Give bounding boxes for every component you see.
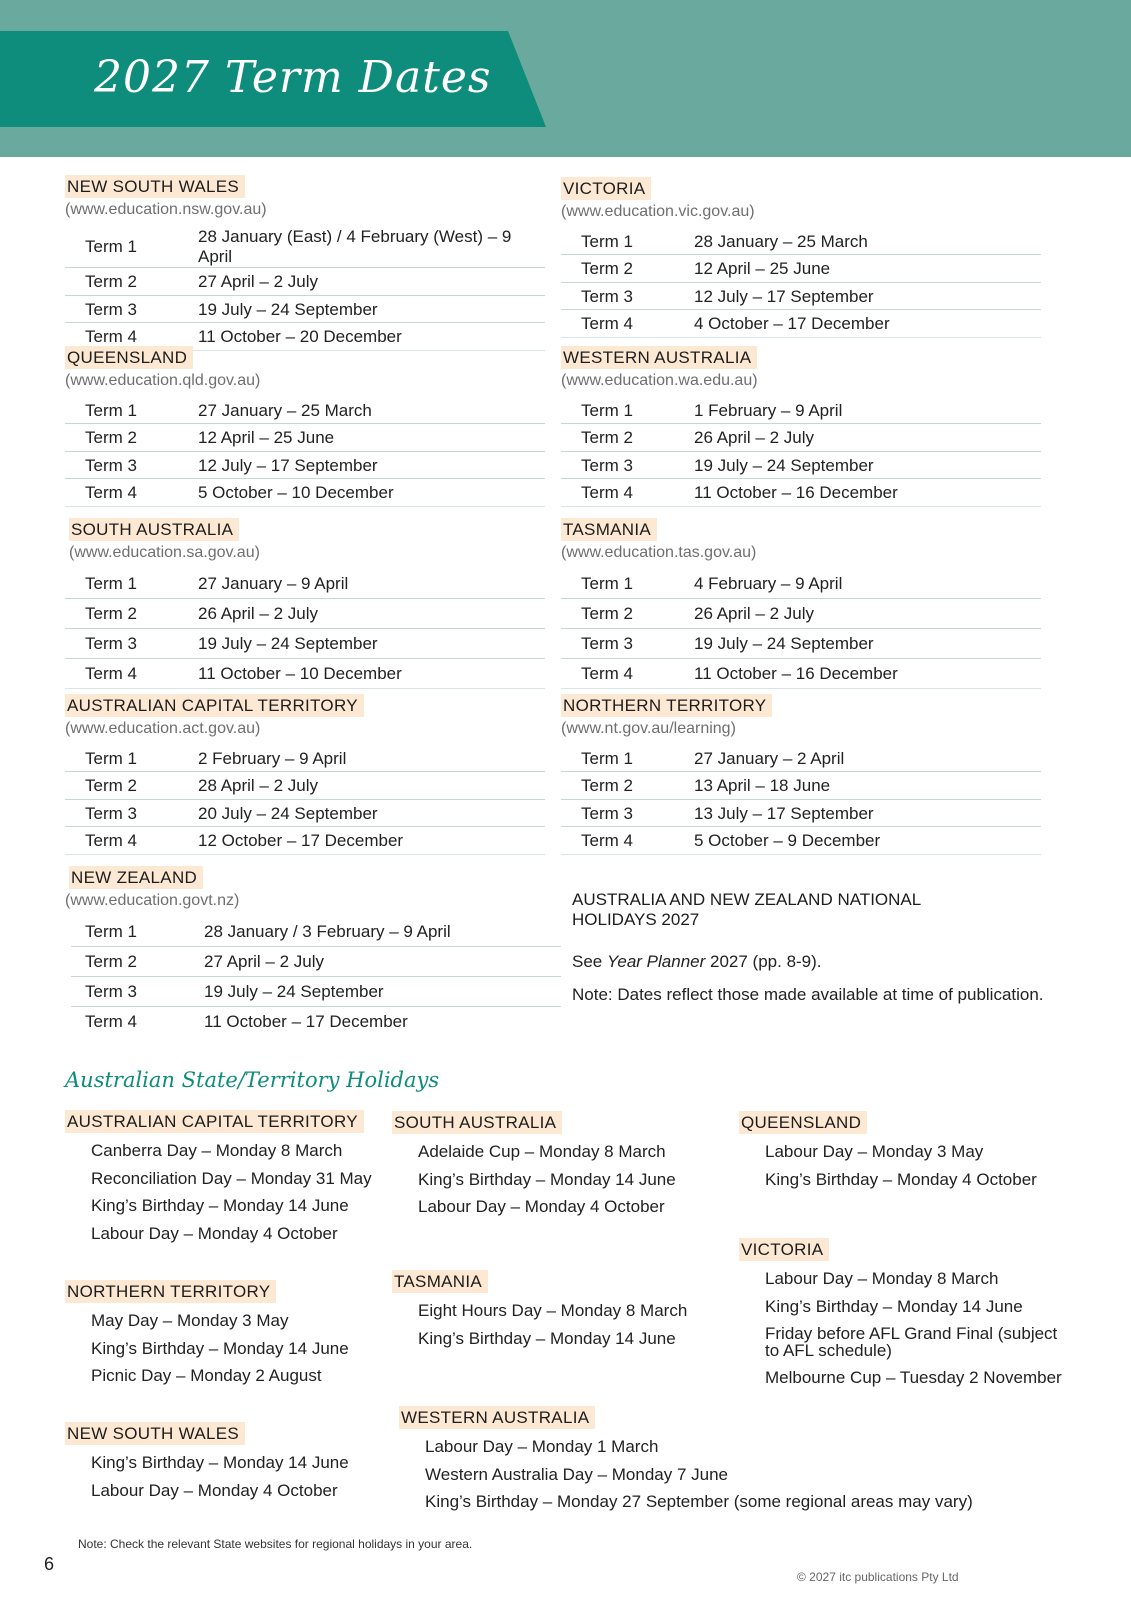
term-dates: 5 October – 9 December — [694, 827, 1041, 855]
term-dates: 28 January (East) / 4 February (West) – 9 April — [198, 225, 545, 268]
term-label: Term 4 — [561, 479, 694, 507]
term-dates: 1 February – 9 April — [694, 396, 1041, 424]
term-label: Term 4 — [85, 1012, 137, 1032]
holiday-block-nsw — [65, 1422, 349, 1504]
term-label: Term 4 — [65, 479, 198, 507]
table-row — [561, 628, 1041, 658]
list-item: King’s Birthday – Monday 14 June — [418, 1169, 676, 1189]
term-label: Term 4 — [65, 323, 198, 351]
term-label: Term 2 — [65, 424, 198, 452]
table-row — [561, 255, 1041, 283]
state-name: NEW ZEALAND — [69, 866, 203, 889]
copyright: © 2027 itc publications Pty Ltd — [797, 1570, 959, 1584]
list-item: Reconciliation Day – Monday 31 May — [91, 1168, 372, 1188]
state-url: (www.education.qld.gov.au) — [65, 372, 261, 389]
table-row — [561, 658, 1041, 688]
table-row — [65, 451, 545, 479]
table-row — [561, 772, 1041, 800]
term-dates: 11 October – 20 December — [198, 323, 545, 351]
term-dates: 19 July – 24 September — [198, 295, 545, 323]
term-dates: 4 February – 9 April — [694, 568, 1041, 598]
state-block-nz — [65, 866, 549, 1036]
term-dates: 12 April – 25 June — [694, 255, 1041, 283]
holiday-state-name: NEW SOUTH WALES — [65, 1422, 245, 1445]
term-dates: 2 February – 9 April — [198, 744, 545, 772]
state-url: (www.nt.gov.au/learning) — [561, 720, 736, 737]
state-url: (www.education.vic.gov.au) — [561, 203, 755, 220]
term-dates: 4 October – 17 December — [694, 310, 1041, 338]
term-label: Term 4 — [65, 827, 198, 855]
holiday-block-nt — [65, 1280, 349, 1390]
list-item: Labour Day – Monday 8 March — [765, 1269, 999, 1288]
term-label: Term 1 — [71, 916, 204, 946]
state-block-nt — [561, 694, 1041, 855]
list-item: King’s Birthday – Monday 14 June — [91, 1338, 349, 1358]
term-table — [71, 916, 561, 1036]
table-row — [561, 310, 1041, 338]
term-dates: 26 April – 2 July — [198, 598, 545, 628]
term-dates: 27 April – 2 July — [198, 268, 545, 296]
term-label: Term 3 — [65, 451, 198, 479]
state-name: VICTORIA — [561, 177, 651, 200]
term-label: Term 2 — [561, 598, 694, 628]
term-label: Term 2 — [65, 598, 198, 628]
table-row — [561, 744, 1041, 772]
term-label: Term 1 — [561, 744, 694, 772]
state-url: (www.education.nsw.gov.au) — [65, 201, 267, 218]
holidays-section-title: Australian State/Territory Holidays — [65, 1068, 440, 1092]
list-item: Eight Hours Day – Monday 8 March — [418, 1301, 688, 1320]
term-dates: 11 October – 10 December — [198, 658, 545, 688]
term-dates: 19 July – 24 September — [694, 451, 1041, 479]
list-item: Labour Day – Monday 3 May — [765, 1142, 984, 1161]
term-table — [561, 227, 1041, 338]
state-block-wa — [561, 346, 1041, 507]
table-row — [561, 568, 1041, 598]
state-block-sa — [69, 518, 549, 689]
term-table — [561, 396, 1041, 507]
table-row — [561, 799, 1041, 827]
term-label: Term 1 — [561, 568, 694, 598]
term-table — [561, 744, 1041, 855]
table-row — [71, 946, 561, 976]
list-item: Labour Day – Monday 1 March — [425, 1437, 659, 1456]
table-row — [65, 396, 545, 424]
list-item: Melbourne Cup – Tuesday 2 November — [765, 1368, 1062, 1387]
list-item: May Day – Monday 3 May — [91, 1311, 289, 1330]
table-row — [65, 744, 545, 772]
table-row — [71, 1006, 561, 1036]
state-url: (www.education.sa.gov.au) — [69, 544, 260, 561]
state-url: (www.education.wa.edu.au) — [561, 372, 758, 389]
table-row — [65, 479, 545, 507]
term-dates: 28 January – 25 March — [694, 227, 1041, 255]
term-label: Term 1 — [65, 744, 198, 772]
see-prefix: See — [572, 952, 607, 971]
term-label: Term 4 — [561, 827, 694, 855]
list-item: King’s Birthday – Monday 14 June — [91, 1453, 349, 1472]
table-row — [561, 827, 1041, 855]
table-row — [65, 424, 545, 452]
list-item: Canberra Day – Monday 8 March — [91, 1141, 343, 1160]
term-label: Term 2 — [561, 424, 694, 452]
table-row — [65, 598, 545, 628]
state-name: NORTHERN TERRITORY — [561, 694, 772, 717]
national-holidays-heading: AUSTRALIA AND NEW ZEALAND NATIONAL HOLIDAYS 2027 — [572, 890, 921, 929]
term-table — [65, 744, 545, 855]
holiday-block-vic — [739, 1238, 1069, 1392]
term-label: Term 2 — [65, 772, 198, 800]
holiday-state-name: AUSTRALIAN CAPITAL TERRITORY — [65, 1110, 364, 1133]
publication-note: Note: Dates reflect those made available at time of publication. — [572, 985, 1044, 1004]
term-label: Term 1 — [65, 396, 198, 424]
table-row — [561, 424, 1041, 452]
term-dates: 27 January – 25 March — [198, 396, 545, 424]
term-dates: 27 April – 2 July — [204, 946, 561, 976]
term-dates: 13 April – 18 June — [694, 772, 1041, 800]
state-name: WESTERN AUSTRALIA — [561, 346, 757, 369]
term-label: Term 1 — [65, 225, 198, 268]
table-row — [561, 479, 1041, 507]
table-row — [65, 568, 545, 598]
state-url: (www.education.act.gov.au) — [65, 720, 261, 737]
term-label: Term 3 — [561, 799, 694, 827]
table-row — [65, 827, 545, 855]
state-name: QUEENSLAND — [65, 346, 193, 369]
term-label: Term 4 — [65, 658, 198, 688]
term-dates: 12 July – 17 September — [694, 282, 1041, 310]
table-row — [561, 282, 1041, 310]
holiday-state-name: NORTHERN TERRITORY — [65, 1280, 276, 1303]
term-label: Term 3 — [71, 976, 204, 1006]
term-table — [65, 396, 545, 507]
term-label: Term 2 — [65, 268, 198, 296]
national-holidays-note — [572, 890, 1092, 1005]
term-dates: 19 July – 24 September — [694, 628, 1041, 658]
term-label: Term 2 — [561, 772, 694, 800]
term-dates: 11 October – 16 December — [694, 479, 1041, 507]
term-dates: 5 October – 10 December — [198, 479, 545, 507]
list-item: Labour Day – Monday 4 October — [91, 1223, 338, 1243]
term-dates: 26 April – 2 July — [694, 598, 1041, 628]
term-dates: 20 July – 24 September — [198, 799, 545, 827]
table-row — [71, 916, 561, 946]
state-name: AUSTRALIAN CAPITAL TERRITORY — [65, 694, 364, 717]
term-label: Term 1 — [65, 568, 198, 598]
state-name: TASMANIA — [561, 518, 657, 541]
list-item: Labour Day – Monday 4 October — [418, 1197, 665, 1216]
table-row — [561, 451, 1041, 479]
see-suffix: 2027 (pp. 8-9). — [705, 952, 822, 971]
term-dates: 12 April – 25 June — [198, 424, 545, 452]
list-item: King’s Birthday – Monday 27 September (some regional areas may vary) — [425, 1492, 973, 1511]
list-item: King’s Birthday – Monday 14 June — [91, 1196, 349, 1215]
term-dates: 27 January – 2 April — [694, 744, 1041, 772]
term-dates: 19 July – 24 September — [204, 976, 561, 1006]
term-label: Term 3 — [65, 799, 198, 827]
state-block-vic — [561, 177, 1041, 338]
term-dates: 28 April – 2 July — [198, 772, 545, 800]
footer-note: Note: Check the relevant State websites for regional holidays in your area. — [78, 1537, 473, 1551]
state-block-nsw — [65, 175, 545, 351]
table-row — [561, 396, 1041, 424]
term-label: Term 1 — [561, 227, 694, 255]
term-dates: 26 April – 2 July — [694, 424, 1041, 452]
holiday-block-tas — [392, 1270, 687, 1352]
table-row — [65, 799, 545, 827]
table-row — [65, 225, 545, 268]
state-block-qld — [65, 346, 545, 507]
table-row — [71, 976, 561, 1006]
term-dates: 19 July – 24 September — [198, 628, 545, 658]
holiday-state-name: QUEENSLAND — [739, 1111, 867, 1134]
holiday-state-name: WESTERN AUSTRALIA — [399, 1406, 595, 1429]
list-item: Friday before AFL Grand Final (subject to AFL schedule) — [765, 1324, 1058, 1360]
list-item: King’s Birthday – Monday 14 June — [418, 1328, 676, 1348]
state-block-tas — [561, 518, 1041, 689]
term-dates: 27 January – 9 April — [198, 568, 545, 598]
page-number: 6 — [44, 1554, 55, 1574]
term-label: Term 2 — [561, 255, 694, 283]
term-dates: 11 October – 16 December — [694, 658, 1041, 688]
holiday-state-name: VICTORIA — [739, 1238, 829, 1261]
term-dates: 11 October – 17 December — [204, 1012, 408, 1032]
term-label: Term 3 — [561, 628, 694, 658]
term-label: Term 3 — [65, 295, 198, 323]
table-row — [65, 658, 545, 688]
term-table — [561, 568, 1041, 689]
term-table — [65, 568, 545, 689]
holiday-block-wa — [399, 1406, 973, 1516]
table-row — [65, 628, 545, 658]
list-item: King’s Birthday – Monday 4 October — [765, 1169, 1037, 1189]
holiday-state-name: TASMANIA — [392, 1270, 488, 1293]
list-item: Adelaide Cup – Monday 8 March — [418, 1142, 666, 1161]
term-label: Term 4 — [561, 658, 694, 688]
holiday-block-qld — [739, 1111, 1037, 1193]
term-dates: 12 July – 17 September — [198, 451, 545, 479]
term-label: Term 2 — [71, 946, 204, 976]
state-block-act — [65, 694, 545, 855]
table-row — [65, 295, 545, 323]
state-name: NEW SOUTH WALES — [65, 175, 245, 198]
table-row — [561, 598, 1041, 628]
term-dates: 13 July – 17 September — [694, 799, 1041, 827]
term-label: Term 4 — [561, 310, 694, 338]
list-item: Picnic Day – Monday 2 August — [91, 1366, 322, 1385]
table-row — [65, 268, 545, 296]
page-title: 2027 Term Dates — [94, 52, 492, 103]
table-row — [561, 227, 1041, 255]
holiday-block-sa — [392, 1111, 676, 1221]
list-item: King’s Birthday – Monday 14 June — [765, 1296, 1023, 1316]
state-name: SOUTH AUSTRALIA — [69, 518, 239, 541]
year-planner-reference — [572, 952, 1092, 972]
term-dates: 28 January / 3 February – 9 April — [204, 916, 561, 946]
table-row — [65, 772, 545, 800]
state-url: (www.education.govt.nz) — [65, 892, 240, 909]
term-label: Term 1 — [561, 396, 694, 424]
year-planner-title: Year Planner — [606, 952, 706, 971]
holiday-state-name: SOUTH AUSTRALIA — [392, 1111, 562, 1134]
term-table — [65, 225, 545, 351]
term-label: Term 3 — [65, 628, 198, 658]
holiday-block-act — [65, 1110, 372, 1247]
list-item: Western Australia Day – Monday 7 June — [425, 1464, 729, 1484]
term-label: Term 3 — [561, 451, 694, 479]
term-label: Term 3 — [561, 282, 694, 310]
state-url: (www.education.tas.gov.au) — [561, 544, 757, 561]
term-dates: 12 October – 17 December — [198, 827, 545, 855]
list-item: Labour Day – Monday 4 October — [91, 1480, 338, 1500]
